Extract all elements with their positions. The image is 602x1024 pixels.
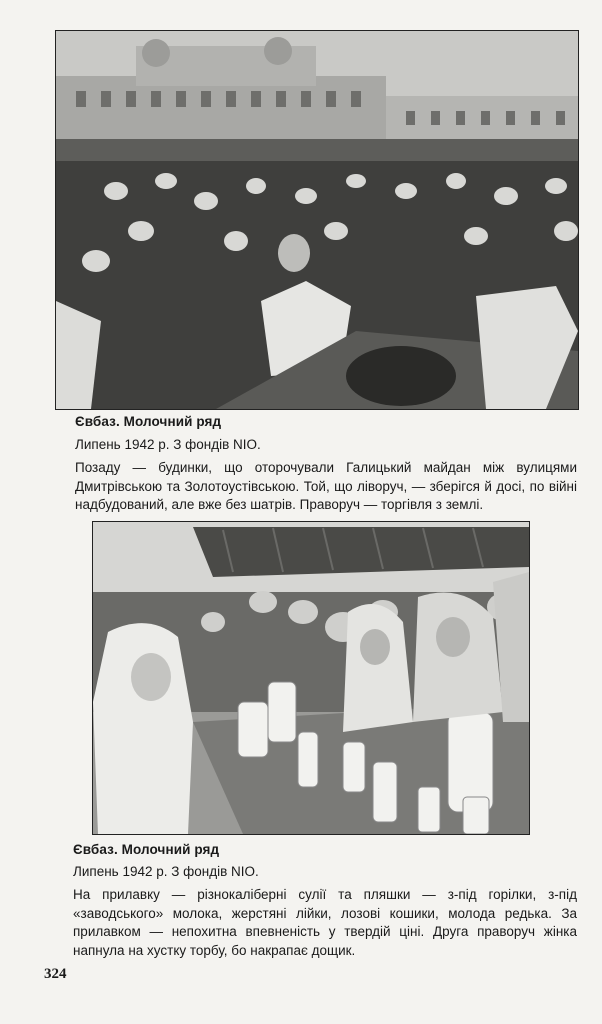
- figure-1-source: Липень 1942 р. З фондів NIO.: [75, 437, 261, 452]
- figure-2-source: Липень 1942 р. З фондів NIO.: [73, 864, 259, 879]
- figure-2-description: На прилавку — різнокаліберні сулії та пляшки — з-під горілки, з-під «заводського» молока, жерстяні лійки, лозові кошики, молода редька. За прилавком — непохитна впевненість у твердій ціні. Друга праворуч жінка напнула на хустку торбу, бо накрапає дощик.: [73, 887, 577, 958]
- page-number: 324: [44, 966, 67, 982]
- milk-counter-photo: [92, 521, 530, 835]
- figure-1-title: Євбаз. Молочний ряд: [75, 414, 222, 429]
- figure-2-title: Євбаз. Молочний ряд: [73, 842, 220, 857]
- market-crowd-photo: [55, 30, 579, 410]
- figure-1-description: Позаду — будинки, що оторочували Галицький майдан між вулицями Дмитрівською та Золотоустівською. Той, що ліворуч, — зберігся й досі, по війні надбудований, але вже без шатрів. Праворуч — торгівля з землі.: [75, 460, 577, 512]
